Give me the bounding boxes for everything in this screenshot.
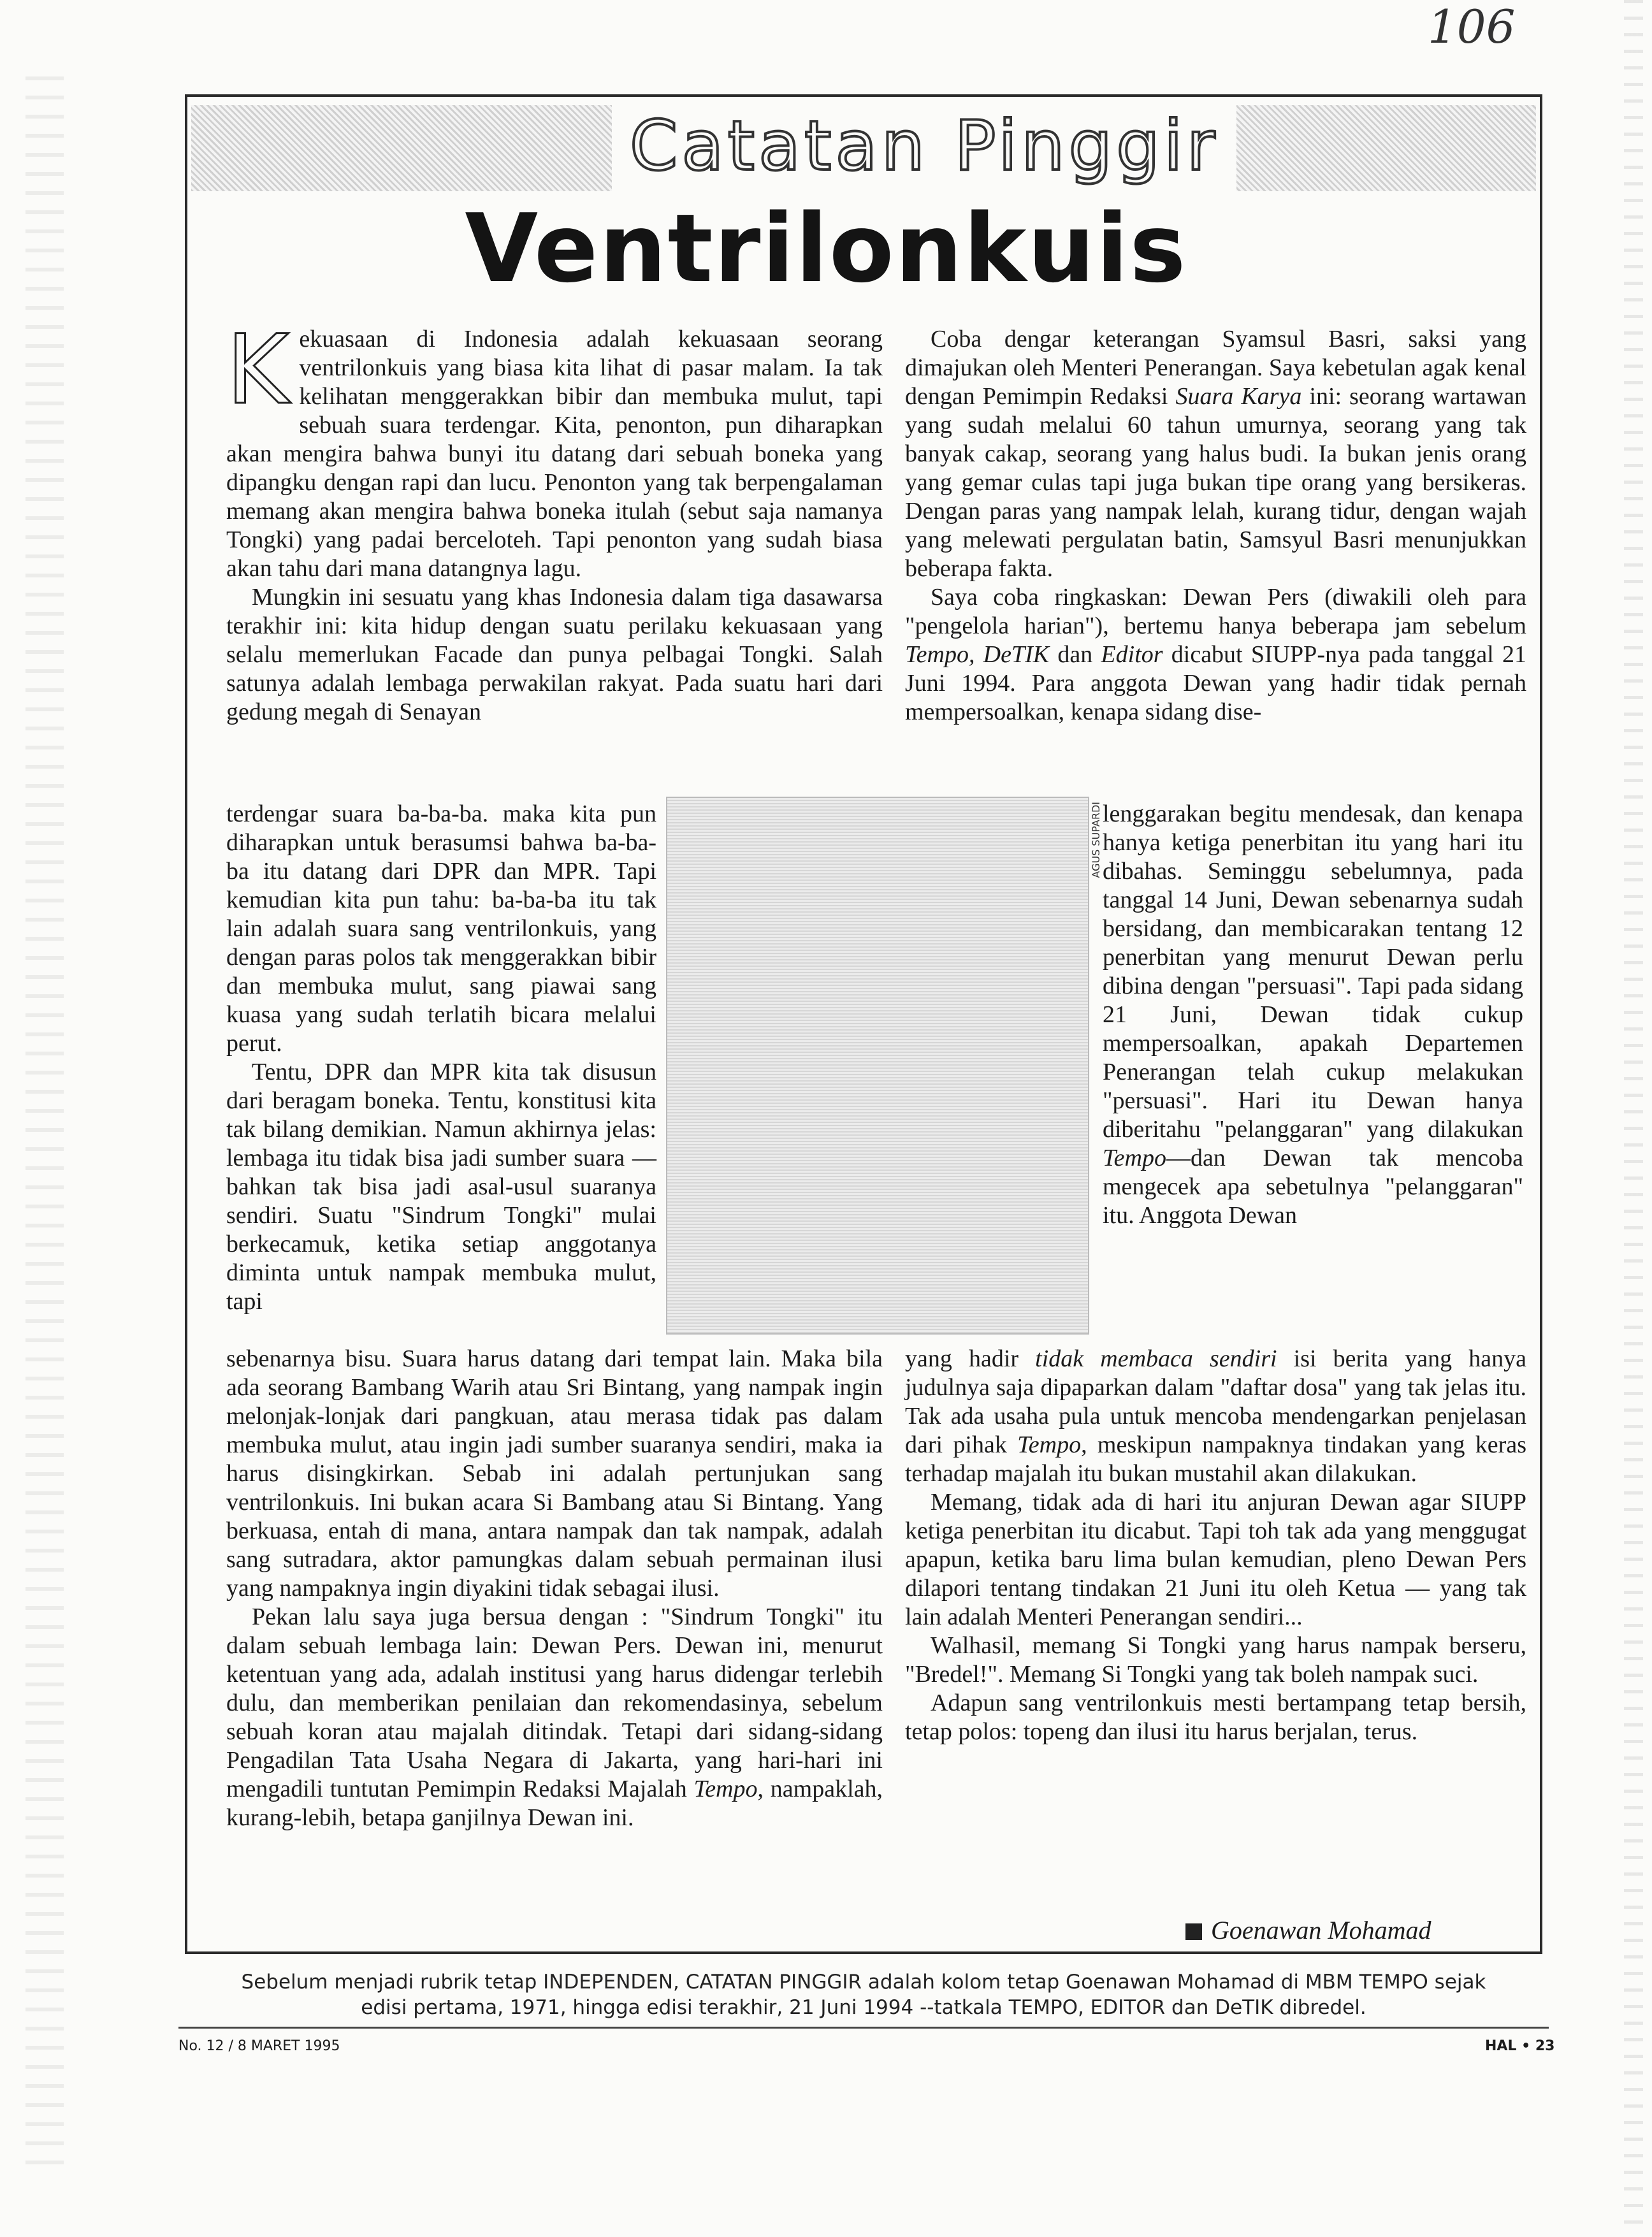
right-column-bottom: [905, 1345, 1526, 1746]
scan-edge-left: [25, 76, 64, 2180]
paragraph: Coba dengar keterangan Syamsul Basri, saksi yang dimajukan oleh Menteri Penerangan. Saya kebetulan agak kenal dengan Pemimpin Redaksi Suara Karya ini: seorang wartawan yang sudah melalui 60 tahun umurnya, seorang yang tak banyak cakap, seorang yang halus budi. Ia bukan jenis orang yang gemar culas tapi juga bukan tipe orang yang bersikeras. Dengan paras yang nampak lelah, kurang tidur, dengan wajah yang melewati pergulatan batin, Samsyul Basri menunjukkan beberapa fakta.: [905, 326, 1527, 582]
paragraph: lenggarakan begitu mendesak, dan kenapa hanya ketiga penerbitan itu yang hari itu dibahas. Seminggu sebelumnya, pada tanggal 14 Juni, Dewan sebenarnya sudah bersidang, dan membicarakan tentang 12 penerbitan yang menurut Dewan perlu dibina dengan "persuasi". Tapi pada sidang 21 Juni, Dewan tidak cukup mempersoalkan, apakah Departemen Penerangan telah cukup melakukan "persuasi". Hari itu Dewan hanya diberitahu "pelanggaran" yang dilakukan Tempo—dan Dewan tak mencoba mengecek apa sebetulnya "pelanggaran" itu. Anggota Dewan: [1103, 800, 1523, 1229]
handwritten-page-note: 106: [1428, 0, 1516, 54]
page-number: HAL • 23: [1485, 2038, 1555, 2054]
paragraph: Mungkin ini sesuatu yang khas Indonesia dalam tiga dasawarsa terakhir ini: kita hidup dengan suatu perilaku kekuasaan yang selalu memerlukan Facade dan punya pelbagai Tongki. Salah satunya adalah lembaga perwakilan rakyat. Pada suatu hari dari gedung megah di Senayan: [226, 584, 883, 725]
photo-credit: AGUS SUPARDI: [1090, 802, 1102, 878]
right-column-top: [905, 325, 1526, 727]
dropcap: K: [226, 315, 289, 426]
rubric-title: Catatan Pinggir: [612, 102, 1236, 191]
footnote-line: edisi pertama, 1971, hingga edisi terakhir, 21 Juni 1994 --tatkala TEMPO, EDITOR dan DeTIK dibredel.: [361, 1996, 1366, 2019]
paragraph: yang hadir tidak membaca sendiri isi berita yang hanya judulnya saja dipaparkan dalam "daftar dosa" yang tak jelas itu. Tak ada usaha pula untuk mencoba mendengarkan penjelasan dari pihak Tempo, meskipun nampaknya tindakan yang keras terhadap majalah itu bukan mustahil akan dilakukan.: [905, 1345, 1526, 1487]
article-title: Ventrilonkuis: [465, 194, 1187, 303]
end-mark-icon: [1185, 1923, 1202, 1940]
paragraph: Tentu, DPR dan MPR kita tak disusun dari beragam boneka. Tentu, konstitusi kita tak bilang demikian. Namun akhirnya jelas: lembaga itu tidak bisa jadi sumber suara — bahkan tak bisa jadi asal-usul suaranya sendiri. Suatu "Sindrum Tongki" mulai berkecamuk, ketika setiap anggotanya diminta untuk nampak membuka mulut, tapi: [226, 1059, 656, 1315]
footnote-line: Sebelum menjadi rubrik tetap INDEPENDEN, CATATAN PINGGIR adalah kolom tetap Goenawan Mohamad di MBM TEMPO sejak: [241, 1971, 1486, 1994]
left-column-top: [226, 315, 883, 727]
paragraph: Memang, tidak ada di hari itu anjuran Dewan agar SIUPP ketiga penerbitan itu dicabut. Tapi toh tak ada yang menggugat apapun, ketika baru lima bulan kemudian, pleno Dewan Pers dilapori tentang tindakan 21 Juni itu oleh Ketua — yang tak lain adalah Menteri Penerangan sendiri...: [905, 1489, 1526, 1630]
paragraph: Pekan lalu saya juga bersua dengan : "Sindrum Tongki" itu dalam sebuah lembaga lain: Dewan Pers. Dewan ini, menurut ketentuan yang ada, adalah institusi yang harus didengar terlebih dulu, dan memberikan penilaian dan rekomendasinya, sebelum sebuah koran atau majalah ditindak. Tetapi dari sidang-sidang Pengadilan Tata Usaha Negara di Jakarta, yang hari-hari ini mengadili tuntutan Pemimpin Redaksi Majalah Tempo, nampaklah, kurang-lebih, betapa ganjilnya Dewan ini.: [226, 1604, 883, 1831]
paragraph: Saya coba ringkaskan: Dewan Pers (diwakili oleh para "pengelola harian"), bertemu hanya beberapa jam sebelum Tempo, DeTIK dan Editor dicabut SIUPP-nya pada tanggal 21 Juni 1994. Para anggota Dewan yang hadir tidak pernah mempersoalkan, kenapa sidang dise-: [905, 584, 1527, 725]
paragraph: Walhasil, memang Si Tongki yang harus nampak berseru, "Bredel!". Memang Si Tongki yang tak boleh nampak suci.: [905, 1632, 1526, 1688]
author-signature: Goenawan Mohamad: [1185, 1915, 1431, 1945]
left-column-bottom: [226, 1345, 883, 1832]
paragraph: Kekuasaan di Indonesia adalah kekuasaan seorang ventrilonkuis yang biasa kita lihat di pasar malam. Ia tak kelihatan menggerakkan bibir dan membuka mulut, tapi sebuah suara terdengar. Kita, penonton, pun diharapkan akan mengira bahwa bunyi itu datang dari sebuah boneka yang dipangku dengan rapi dan lucu. Penonton yang tak berpengalaman memang akan mengira bahwa boneka itulah (sebut saja namanya Tongki) yang padai berceloteh. Tapi penonton yang sudah biasa akan tahu dari mana datangnya lagu.: [226, 315, 883, 582]
right-column-middle: [1103, 800, 1523, 1230]
scan-edge-right: [1624, 0, 1643, 2237]
paragraph: Adapun sang ventrilonkuis mesti bertampang tetap bersih, tetap polos: topeng dan ilusi itu harus berjalan, terus.: [905, 1690, 1526, 1745]
footnote: [191, 1969, 1536, 2020]
paragraph: sebenarnya bisu. Suara harus datang dari tempat lain. Maka bila ada seorang Bambang Warih atau Sri Bintang, yang nampak ingin melonjak-lonjak dari pangkuan, atau merasa tidak pas dalam membuka mulut, atau ingin jadi sumber suaranya sendiri, maka ia harus disingkirkan. Sebab ini adalah pertunjukan sang ventrilonkuis. Ini bukan acara Si Bambang atau Si Bintang. Yang berkuasa, entah di mana, antara nampak dan tak nampak, adalah sang sutradara, aktor pamungkas dalam sebuah permainan ilusi yang nampaknya ingin diyakini tidak sebagai ilusi.: [226, 1345, 883, 1602]
issue-info: No. 12 / 8 MARET 1995: [178, 2038, 340, 2054]
paragraph: terdengar suara ba-ba-ba. maka kita pun diharapkan untuk berasumsi bahwa ba-ba-ba itu datang dari DPR dan MPR. Tapi kemudian kita pun tahu: ba-ba-ba itu tak lain adalah suara sang ventrilonkuis, yang dengan paras polos tak menggerakkan bibir dan membuka mulut, sang piawai sang kuasa yang sudah terlatih bicara melalui perut.: [226, 800, 656, 1057]
footer-rule: [178, 2027, 1549, 2029]
left-column-middle: [226, 800, 656, 1316]
article-photo: [666, 797, 1089, 1335]
